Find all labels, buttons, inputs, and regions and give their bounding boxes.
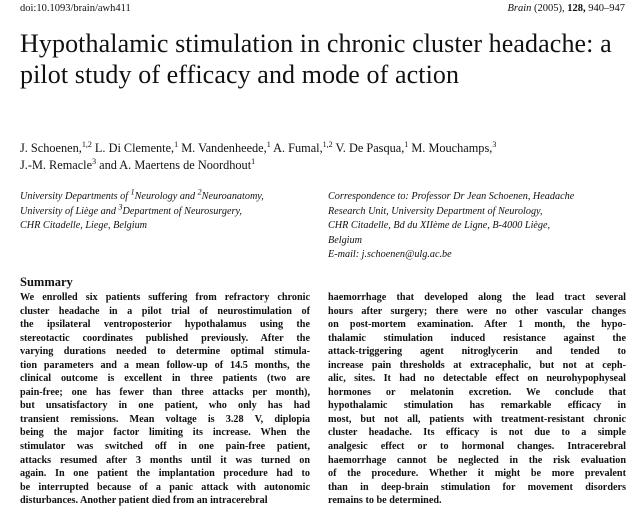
- summary-line: pain-free; one has fewer than three attacks per month),: [20, 386, 310, 398]
- summary-line: the ipsilateral ventroposterior hypothalamus using the: [20, 319, 310, 331]
- affiliation-mark: 2: [197, 187, 202, 197]
- correspondence-line: CHR Citadelle, Bd du XIIème de Ligne, B-4000 Liège,: [328, 220, 551, 231]
- citation: [507, 3, 625, 14]
- journal-volume: 128,: [567, 3, 586, 14]
- affiliation-text: Neuroanatomy,: [201, 191, 264, 202]
- affiliation-text: CHR Citadelle, Liege, Belgium: [20, 220, 148, 231]
- author-name: V. De Pasqua,: [335, 141, 405, 155]
- correspondence-line: Correspondence to: Professor Dr Jean Schoenen, Headache: [328, 191, 575, 202]
- author-name: L. Di Clemente,: [94, 141, 175, 155]
- affiliation-text: Neurology and: [134, 191, 198, 202]
- summary-line: analgesic effect or to hormonal changes. Intracerebral: [328, 441, 626, 453]
- author-name: A. Fumal,: [273, 141, 323, 155]
- author-name: M. Mouchamps,: [411, 141, 493, 155]
- affiliation-text: University Departments of: [20, 191, 131, 202]
- author-name: and A. Maertens de Noordhout: [99, 158, 252, 172]
- summary-line: clinical outcome is excellent in three patients (two are: [20, 373, 310, 385]
- author-affiliation: 3: [492, 139, 497, 149]
- author: [20, 158, 96, 172]
- author: [99, 158, 255, 172]
- summary-column-left: [20, 291, 310, 508]
- correspondence-line: Research Unit, University Department of Neurology,: [328, 205, 543, 217]
- summary-line: attack-triggering agent nitroglycerin and tended to: [328, 346, 626, 358]
- author: [273, 141, 333, 155]
- journal-year: (2005),: [534, 3, 565, 14]
- author-affiliation: 1: [174, 139, 179, 149]
- author: [181, 141, 270, 155]
- summary-line: of the procedure. Whether it might be more prevalent: [328, 468, 626, 480]
- author-list: [20, 140, 630, 174]
- running-header: [20, 3, 625, 14]
- summary-heading: Summary: [20, 275, 73, 289]
- summary-line: hours after surgery; there were no other vascular changes: [328, 305, 626, 317]
- summary-line: haemorrhage that developed along the lead tract several: [328, 292, 626, 303]
- journal-name: Brain: [507, 3, 532, 14]
- summary-line: disturbances. Another patient died from an intracerebral: [20, 495, 268, 507]
- summary-line: varying durations needed to determine optimal stimula-: [20, 346, 310, 358]
- affiliation-mark: 1: [130, 187, 135, 197]
- summary-line: cluster headache. Its efficacy is not due to a simple: [328, 427, 626, 439]
- summary-line: than in deep-brain stimulation for movement disorders: [328, 481, 626, 493]
- summary-line: again. In one patient the implantation procedure had to: [20, 468, 310, 480]
- author-name: J.-M. Remacle: [20, 158, 93, 172]
- author: [336, 141, 409, 155]
- affiliations: [20, 187, 310, 234]
- author-name: M. Vandenheede,: [181, 141, 267, 155]
- author: [95, 141, 178, 155]
- summary-line: increase pain thresholds at extracephalic, but not at ceph-: [328, 359, 626, 371]
- author-affiliation: 1: [251, 156, 256, 166]
- summary-line: being the major factor limiting its increase. When the: [20, 427, 310, 439]
- author-affiliation: 1,2: [81, 139, 92, 149]
- summary-line: hormones or melatonin excretion. We conclude that: [328, 386, 626, 398]
- summary-line: tion parameters and a mean follow-up of 14.5 months, the: [20, 359, 310, 371]
- summary-line: stimulator was switched off in one pain-free patient,: [20, 441, 310, 453]
- summary-line: hypothalamic stimulation has remarkable efficacy in: [328, 400, 626, 412]
- summary-line: transient remissions. Mean voltage is 3.28 V, diplopia: [20, 413, 310, 425]
- author-affiliation: 1: [266, 139, 271, 149]
- correspondence: [328, 190, 628, 263]
- paper-title: Hypothalamic stimulation in chronic cluster headache: a pilot study of efficacy and mode of action: [20, 29, 612, 89]
- author-affiliation: 1,2: [322, 139, 333, 149]
- journal-pages: 940–947: [588, 3, 625, 14]
- affiliation-mark: 3: [118, 202, 123, 212]
- summary-line: haemorrhage cannot be neglected in the risk evaluation: [328, 454, 626, 466]
- summary-line: We enrolled six patients suffering from refractory chronic: [20, 292, 310, 303]
- author-name: J. Schoenen,: [20, 141, 82, 155]
- correspondence-line: Belgium: [328, 234, 362, 246]
- summary-line: remains to be determined.: [328, 495, 442, 507]
- doi: doi:10.1093/brain/awh411: [20, 3, 131, 14]
- summary-line: but unsatisfactory in one patient, who only has had: [20, 400, 310, 412]
- summary-line: attacks resumed after 3 months until it was turned on: [20, 454, 310, 466]
- summary-line: stereotactic coordinates published previously. After the: [20, 332, 310, 344]
- summary-column-right: [328, 291, 626, 508]
- author-affiliation: 3: [92, 156, 97, 166]
- summary-line: most, but not all, patients with treatment-resistant chronic: [328, 413, 626, 425]
- summary-line: alic, sites. It had no detectable effect on neurohypophyseal: [328, 373, 626, 385]
- summary-line: on post-mortem examination. After 1 month, the hypo-: [328, 319, 626, 331]
- summary-line: thalamic stimulation induced resistance against the: [328, 332, 626, 344]
- author: [20, 141, 92, 155]
- author-affiliation: 1: [404, 139, 409, 149]
- affiliation-text: University of Liège and: [20, 205, 119, 217]
- correspondence-email[interactable]: E-mail: j.schoenen@ulg.ac.be: [328, 249, 452, 260]
- affiliation-text: Department of Neurosurgery,: [122, 205, 242, 217]
- summary-line: cluster headache in a pilot trial of neurostimulation of: [20, 305, 310, 317]
- summary-line: be interrupted because of a panic attack with autonomic: [20, 481, 310, 493]
- author: [411, 141, 496, 155]
